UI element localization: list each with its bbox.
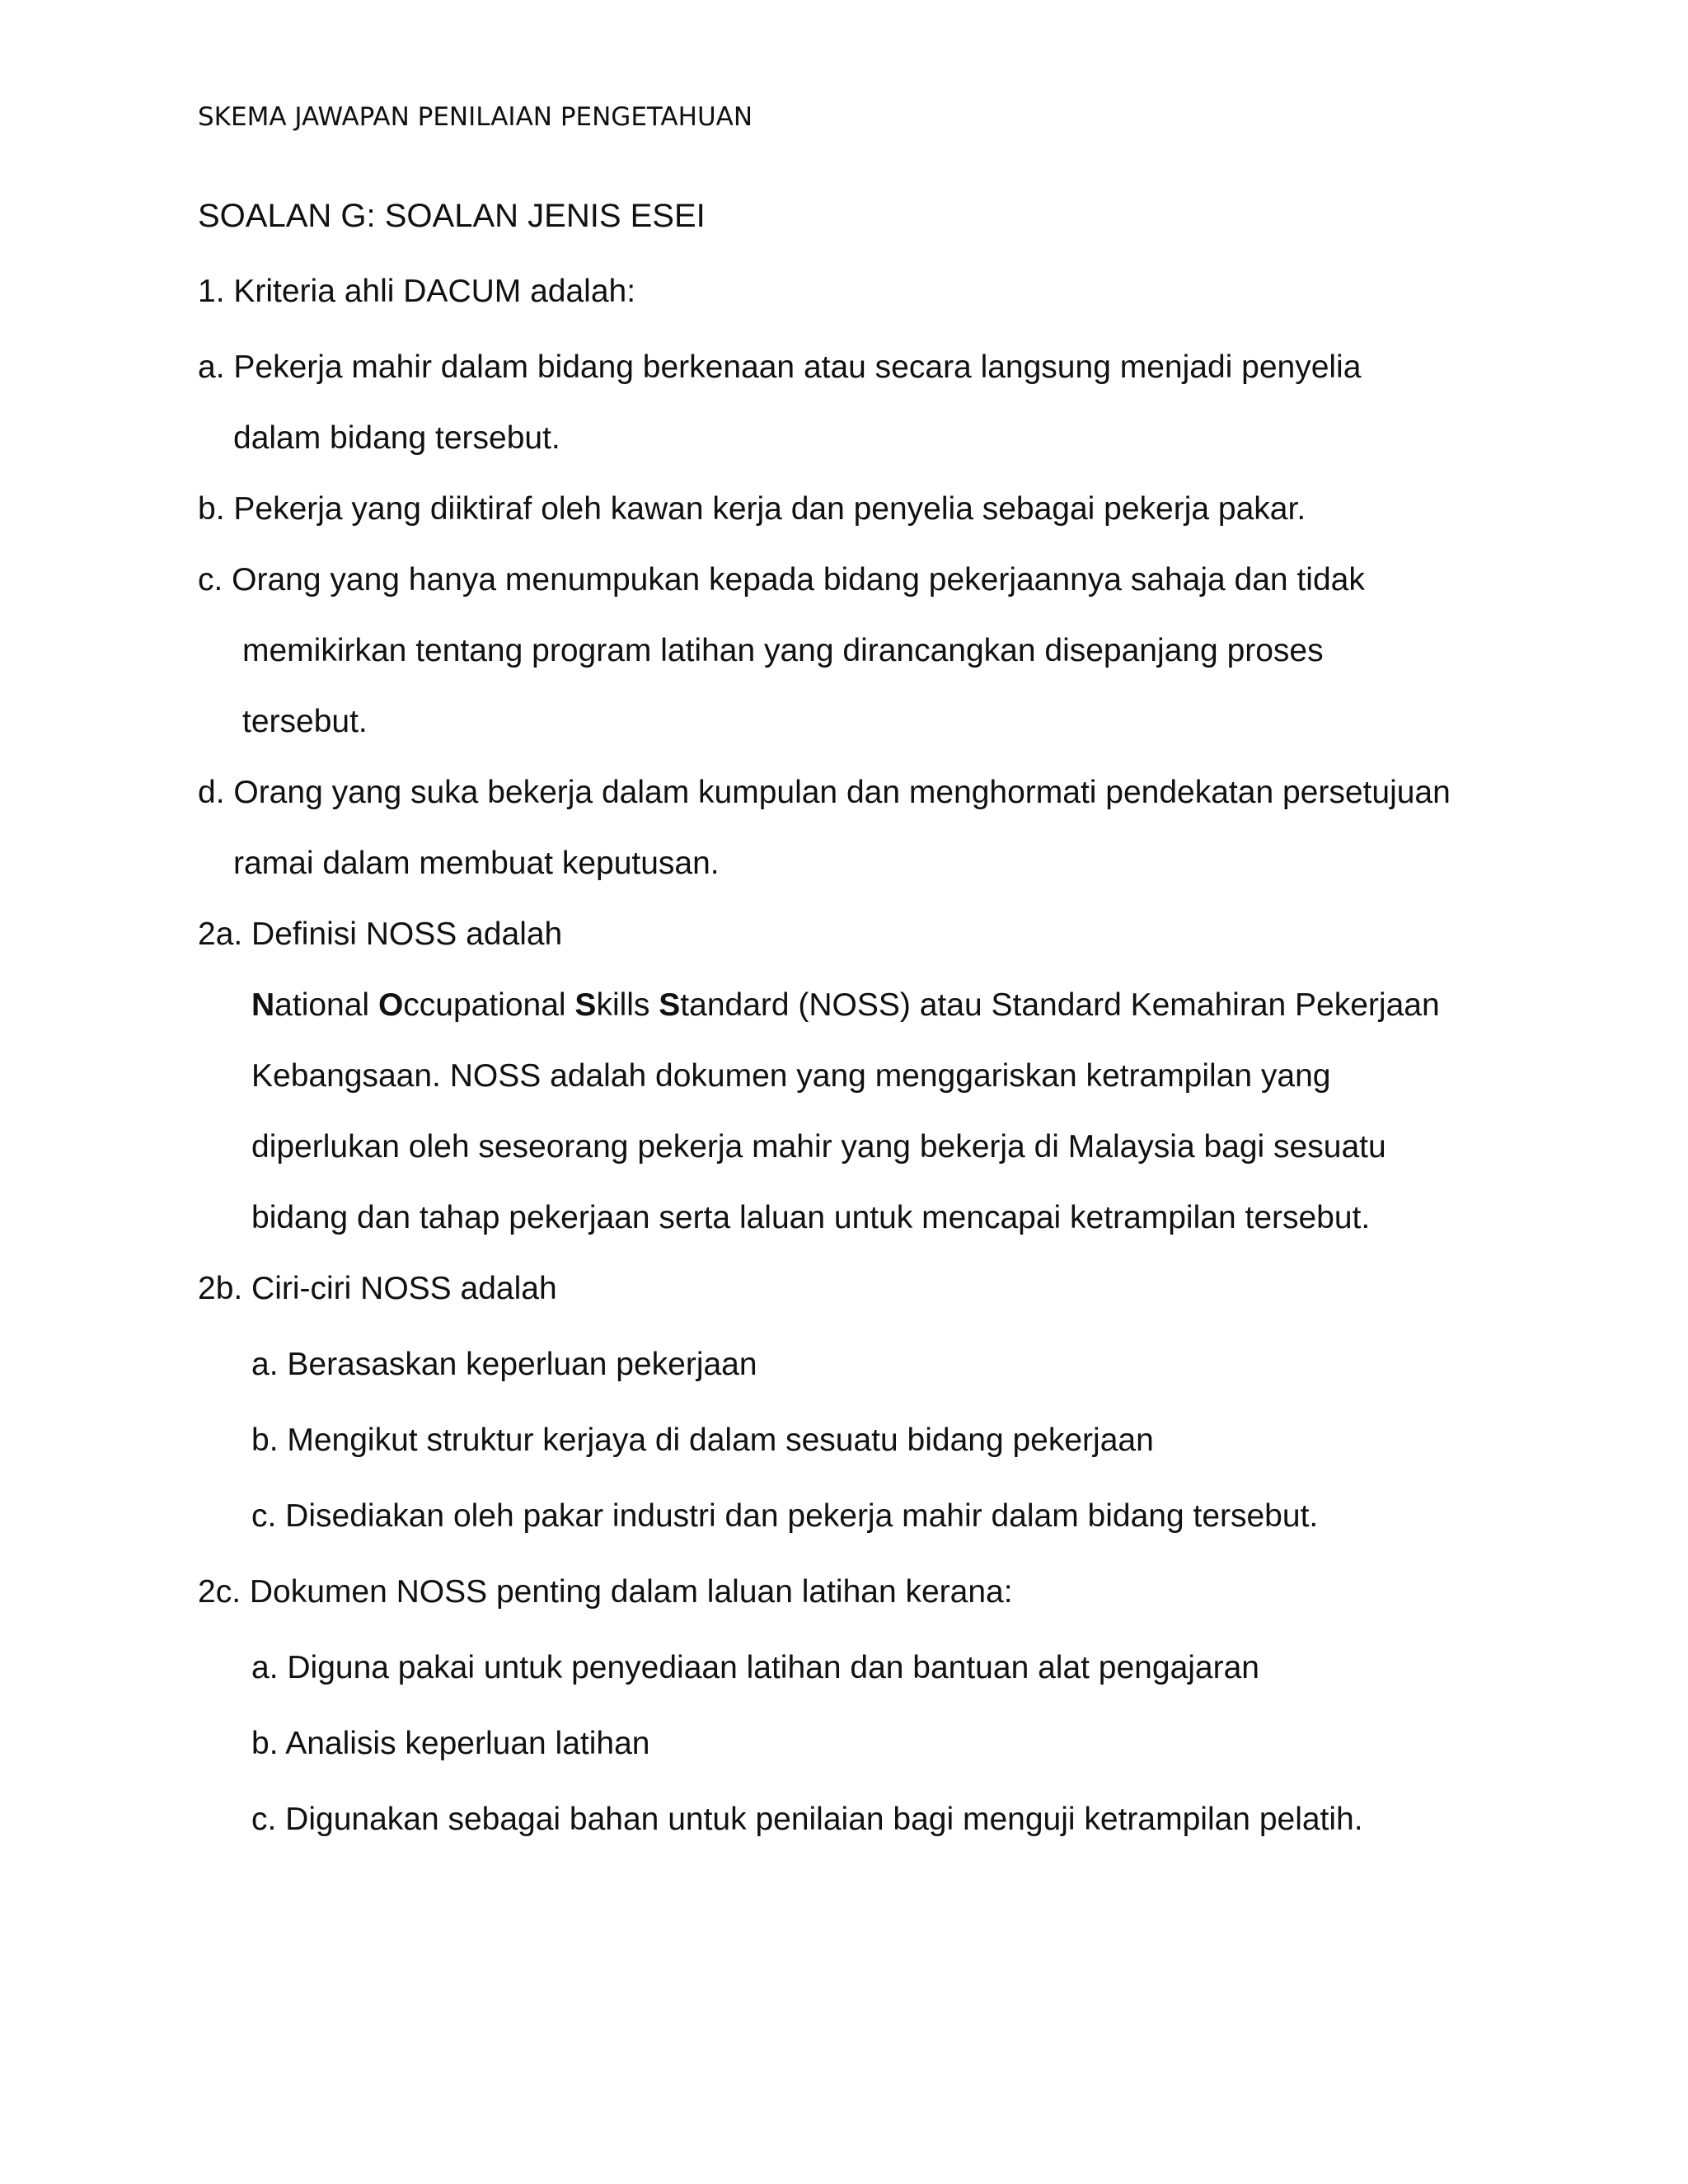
q1-item-d-line2: ramai dalam membuat keputusan. [233, 846, 720, 881]
q2c-list-item: c. Digunakan sebagai bahan untuk penilaian bagi menguji ketrampilan pelatih. [251, 1802, 1363, 1837]
q1-item-b-line1: b. Pekerja yang diiktiraf oleh kawan kerja dan penyelia sebagai pekerja pakar. [198, 491, 1306, 527]
q1-item-c-line2: memikirkan tentang program latihan yang dirancangkan disepanjang proses [242, 633, 1324, 668]
q2a-definition-line4: bidang dan tahap pekerjaan serta laluan untuk mencapai ketrampilan tersebut. [251, 1200, 1371, 1235]
q2b-list-item: c. Disediakan oleh pakar industri dan pekerja mahir dalam bidang tersebut. [251, 1498, 1319, 1534]
q2c-list-item: a. Diguna pakai untuk penyediaan latihan dan bantuan alat pengajaran [251, 1650, 1259, 1685]
definition-word-skills: kills [596, 987, 659, 1023]
q1-item-a-line1: a. Pekerja mahir dalam bidang berkenaan atau secara langsung menjadi penyelia [198, 349, 1362, 385]
acronym-letter-o: O [377, 987, 404, 1023]
page-header: SKEMA JAWAPAN PENILAIAN PENGETAHUAN [198, 102, 753, 132]
q2b-list-item: a. Berasaskan keperluan pekerjaan [251, 1347, 757, 1382]
q2b-list-item: b. Mengikut struktur kerjaya di dalam sesuatu bidang pekerjaan [251, 1422, 1154, 1458]
q1-item-a-line2: dalam bidang tersebut. [233, 420, 560, 456]
q2a-definition-line1 [251, 986, 1440, 1025]
q2c-heading: 2c. Dokumen NOSS penting dalam laluan latihan kerana: [198, 1574, 1013, 1610]
q2b-heading: 2b. Ciri-ciri NOSS adalah [198, 1271, 557, 1306]
definition-word-national: ational [274, 987, 378, 1023]
q1-item-c-line1: c. Orang yang hanya menumpukan kepada bidang pekerjaannya sahaja dan tidak [198, 562, 1365, 598]
acronym-letter-s2: S [659, 987, 681, 1023]
q1-heading: 1. Kriteria ahli DACUM adalah: [198, 274, 636, 309]
acronym-letter-n: N [251, 987, 275, 1023]
q2a-definition-line2: Kebangsaan. NOSS adalah dokumen yang menggariskan ketrampilan yang [251, 1058, 1331, 1094]
q2a-heading: 2a. Definisi NOSS adalah [198, 916, 563, 952]
q2a-definition-line3: diperlukan oleh seseorang pekerja mahir yang bekerja di Malaysia bagi sesuatu [251, 1129, 1386, 1165]
q1-item-c-line3: tersebut. [242, 704, 368, 739]
definition-word-standard: tandard (NOSS) atau Standard Kemahiran Pekerjaan [680, 987, 1440, 1023]
section-title: SOALAN G: SOALAN JENIS ESEI [198, 198, 706, 234]
q1-item-d-line1: d. Orang yang suka bekerja dalam kumpulan dan menghormati pendekatan persetujuan [198, 775, 1451, 810]
acronym-letter-s1: S [574, 987, 597, 1023]
definition-word-occupational: ccupational [403, 987, 575, 1023]
q2c-list-item: b. Analisis keperluan latihan [251, 1726, 650, 1761]
